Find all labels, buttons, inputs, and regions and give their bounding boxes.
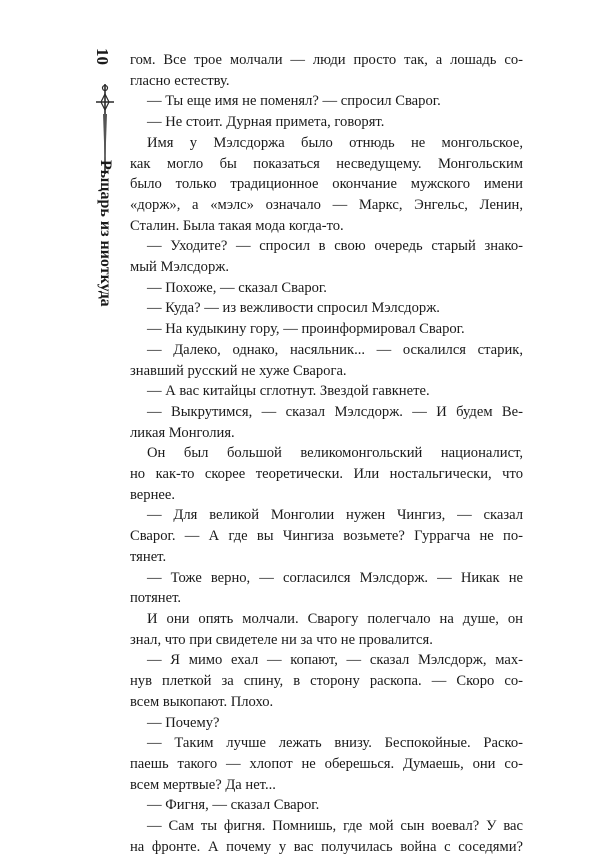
text-line: ликая Монголия.	[130, 424, 235, 441]
text-line: как могло бы показаться несведущему. Монгольским	[130, 155, 523, 172]
text-line: — На кудыкину гору, — проинформировал Сварог.	[147, 321, 465, 338]
text-line: знавший русский не хуже Сварога.	[130, 362, 347, 379]
text-line: «дорж», а «мэлс» означало — Маркс, Энгельс, Ленин,	[130, 196, 523, 213]
text-line: — А вас китайцы сглотнут. Звездой гавкнете.	[147, 383, 430, 400]
text-line: знал, что при свидетеле ни за что не провалится.	[130, 631, 433, 648]
text-line: — Таким лучше лежать внизу. Беспокойные. Раско-	[147, 735, 523, 752]
text-line: паешь такого — хлопот не оберешься. Думаешь, они со-	[130, 755, 523, 772]
text-line: — Не стоит. Дурная примета, говорят.	[147, 114, 385, 131]
text-line: гом. Все трое молчали — люди просто так, а лошадь со-	[130, 52, 523, 68]
text-line: — Для великой Монголии нужен Чингиз, — сказал	[147, 507, 523, 524]
text-line: вернее.	[130, 486, 175, 503]
text-line: тянет.	[130, 548, 167, 565]
text-line: всем мертвые? Да нет...	[130, 776, 276, 793]
text-line: потянет.	[130, 590, 182, 607]
text-line: нув плеткой за спину, в сторону раскопа. — Скоро со-	[130, 673, 523, 690]
text-line: — Выкрутимся, — сказал Мэлсдорж. — И будем Ве-	[147, 403, 523, 420]
text-line: но как-то скорее теоретически. Или ностальгически, что	[130, 466, 523, 483]
text-line: было только традиционное окончание мужского имени	[130, 176, 523, 193]
text-line: И они опять молчали. Сварогу полегчало на душе, он	[147, 610, 523, 627]
text-line: — Я мимо ехал — копают, — сказал Мэлсдорж, мах-	[147, 652, 523, 669]
text-line: мый Мэлсдорж.	[130, 259, 229, 276]
page-number: 10	[93, 48, 112, 65]
text-line: всем выкопают. Плохо.	[130, 693, 274, 710]
text-line: Имя у Мэлсдоржа было отнюдь не монгольское,	[147, 134, 523, 151]
text-line: — Куда? — из вежливости спросил Мэлсдорж.	[147, 300, 440, 317]
body-text	[130, 50, 523, 857]
text-line: — Похоже, — сказал Сварог.	[147, 279, 327, 296]
running-title: Рыцарь из ниоткуда	[97, 160, 114, 307]
text-line: — Ты еще имя не поменял? — спросил Сварог.	[147, 93, 441, 110]
text-line: Он был большой великомонгольский националист,	[147, 445, 523, 462]
text-line: — Почему?	[147, 714, 220, 731]
text-line: — Сам ты фигня. Помнишь, где мой сын воевал? У вас	[147, 818, 523, 835]
text-line: на фронте. А почему у вас получилась война с соседями?	[130, 838, 523, 855]
text-line: гласно естеству.	[130, 72, 230, 89]
text-line: — Фигня, — сказал Сварог.	[147, 797, 320, 814]
text-line: — Далеко, однако, насяльник... — оскалился старик,	[147, 341, 523, 358]
text-line: — Тоже верно, — согласился Мэлсдорж. — Никак не	[147, 569, 523, 586]
text-line: Сталин. Была такая мода когда-то.	[130, 217, 344, 234]
text-line: — Уходите? — спросил в свою очередь старый знако-	[147, 238, 523, 255]
text-line: Сварог. — А где вы Чингиза возьмете? Гуррагча не по-	[130, 528, 523, 545]
